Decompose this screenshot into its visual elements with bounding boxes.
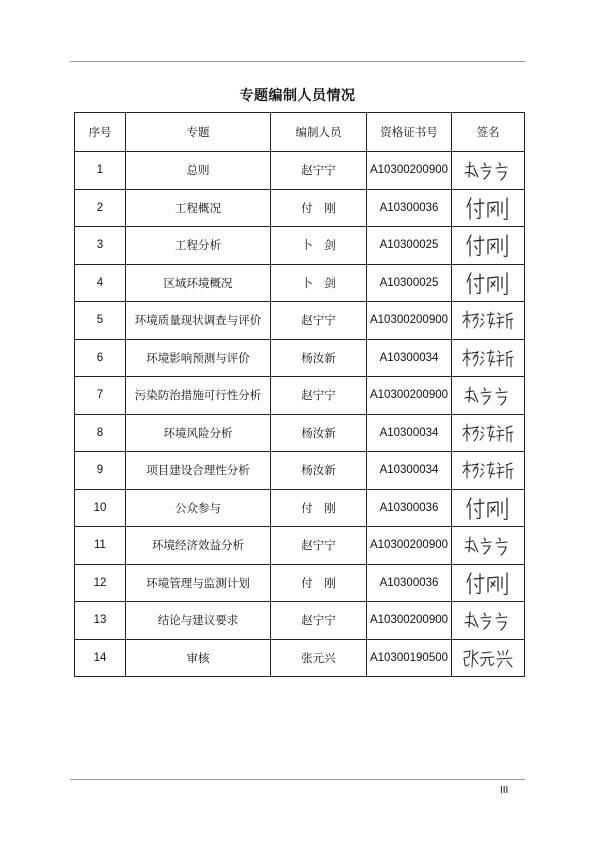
signature-image <box>460 347 516 369</box>
row-cert: A10300190500 <box>367 639 452 677</box>
row-signature <box>452 339 525 377</box>
row-signature <box>452 189 525 227</box>
row-person: 卜 剑 <box>271 264 367 302</box>
table-row <box>75 452 525 490</box>
row-person: 张元兴 <box>271 639 367 677</box>
row-signature <box>452 414 525 452</box>
row-person: 卜 剑 <box>271 227 367 265</box>
row-signature <box>452 564 525 602</box>
row-number: 12 <box>75 564 126 602</box>
header-no: 序号 <box>75 113 126 152</box>
signature-image <box>462 270 514 296</box>
row-signature <box>452 302 525 340</box>
table-row <box>75 189 525 227</box>
row-cert: A10300034 <box>367 414 452 452</box>
table-row <box>75 152 525 190</box>
row-person: 赵宁宁 <box>271 377 367 415</box>
table-row <box>75 264 525 302</box>
row-cert: A10300200900 <box>367 602 452 640</box>
row-signature <box>452 377 525 415</box>
row-person: 付 刚 <box>271 189 367 227</box>
row-cert: A10300200900 <box>367 527 452 565</box>
table-row <box>75 339 525 377</box>
row-cert: A10300036 <box>367 564 452 602</box>
row-number: 13 <box>75 602 126 640</box>
row-topic: 公众参与 <box>126 489 271 527</box>
row-topic: 环境经济效益分析 <box>126 527 271 565</box>
row-person: 杨汝新 <box>271 452 367 490</box>
table-row <box>75 302 525 340</box>
table-row <box>75 414 525 452</box>
row-number: 3 <box>75 227 126 265</box>
signature-image <box>462 609 514 631</box>
row-person: 赵宁宁 <box>271 602 367 640</box>
row-person: 杨汝新 <box>271 414 367 452</box>
signature-image <box>462 195 514 221</box>
row-cert: A10300034 <box>367 452 452 490</box>
row-signature <box>452 602 525 640</box>
row-cert: A10300200900 <box>367 152 452 190</box>
table-row <box>75 602 525 640</box>
table-header-row <box>75 113 525 152</box>
row-topic: 审核 <box>126 639 271 677</box>
table-row <box>75 377 525 415</box>
table-row <box>75 527 525 565</box>
row-number: 4 <box>75 264 126 302</box>
row-topic: 结论与建议要求 <box>126 602 271 640</box>
row-number: 2 <box>75 189 126 227</box>
row-topic: 环境影响预测与评价 <box>126 339 271 377</box>
row-person: 付 刚 <box>271 489 367 527</box>
signature-image <box>460 647 516 669</box>
row-number: 1 <box>75 152 126 190</box>
row-cert: A10300025 <box>367 227 452 265</box>
signature-image <box>462 384 514 406</box>
table-row <box>75 227 525 265</box>
header-cert: 资格证书号 <box>367 113 452 152</box>
signature-image <box>462 159 514 181</box>
table-body <box>75 152 525 677</box>
row-topic: 环境管理与监测计划 <box>126 564 271 602</box>
row-signature <box>452 264 525 302</box>
signature-image <box>462 534 514 556</box>
row-signature <box>452 489 525 527</box>
row-number: 14 <box>75 639 126 677</box>
table-row <box>75 639 525 677</box>
document-title: 专题编制人员情况 <box>239 88 356 104</box>
signature-image <box>462 495 514 521</box>
row-signature <box>452 152 525 190</box>
row-number: 7 <box>75 377 126 415</box>
row-person: 赵宁宁 <box>271 152 367 190</box>
signature-image <box>462 232 514 258</box>
row-cert: A10300036 <box>367 489 452 527</box>
row-signature <box>452 639 525 677</box>
table-row <box>75 489 525 527</box>
row-topic: 污染防治措施可行性分析 <box>126 377 271 415</box>
page-number: III <box>500 785 509 796</box>
footer-rule <box>70 779 525 780</box>
header-person: 编制人员 <box>271 113 367 152</box>
row-person: 赵宁宁 <box>271 302 367 340</box>
header-topic: 专题 <box>126 113 271 152</box>
row-person: 杨汝新 <box>271 339 367 377</box>
row-topic: 总则 <box>126 152 271 190</box>
signature-image <box>460 459 516 481</box>
signature-image <box>462 570 514 596</box>
row-signature <box>452 452 525 490</box>
row-signature <box>452 227 525 265</box>
row-signature <box>452 527 525 565</box>
row-number: 5 <box>75 302 126 340</box>
row-topic: 项目建设合理性分析 <box>126 452 271 490</box>
row-number: 8 <box>75 414 126 452</box>
row-cert: A10300025 <box>367 264 452 302</box>
signature-image <box>460 422 516 444</box>
row-number: 9 <box>75 452 126 490</box>
row-cert: A10300200900 <box>367 302 452 340</box>
row-cert: A10300034 <box>367 339 452 377</box>
signature-image <box>460 309 516 331</box>
row-cert: A10300036 <box>367 189 452 227</box>
row-person: 赵宁宁 <box>271 527 367 565</box>
row-number: 6 <box>75 339 126 377</box>
row-topic: 环境质量现状调查与评价 <box>126 302 271 340</box>
table-row <box>75 564 525 602</box>
row-topic: 工程分析 <box>126 227 271 265</box>
row-number: 11 <box>75 527 126 565</box>
staff-table <box>74 112 525 677</box>
row-number: 10 <box>75 489 126 527</box>
row-topic: 区域环境概况 <box>126 264 271 302</box>
row-person: 付 刚 <box>271 564 367 602</box>
row-topic: 工程概况 <box>126 189 271 227</box>
row-topic: 环境风险分析 <box>126 414 271 452</box>
row-cert: A10300200900 <box>367 377 452 415</box>
header-rule <box>70 61 525 62</box>
header-signature: 签名 <box>452 113 525 152</box>
